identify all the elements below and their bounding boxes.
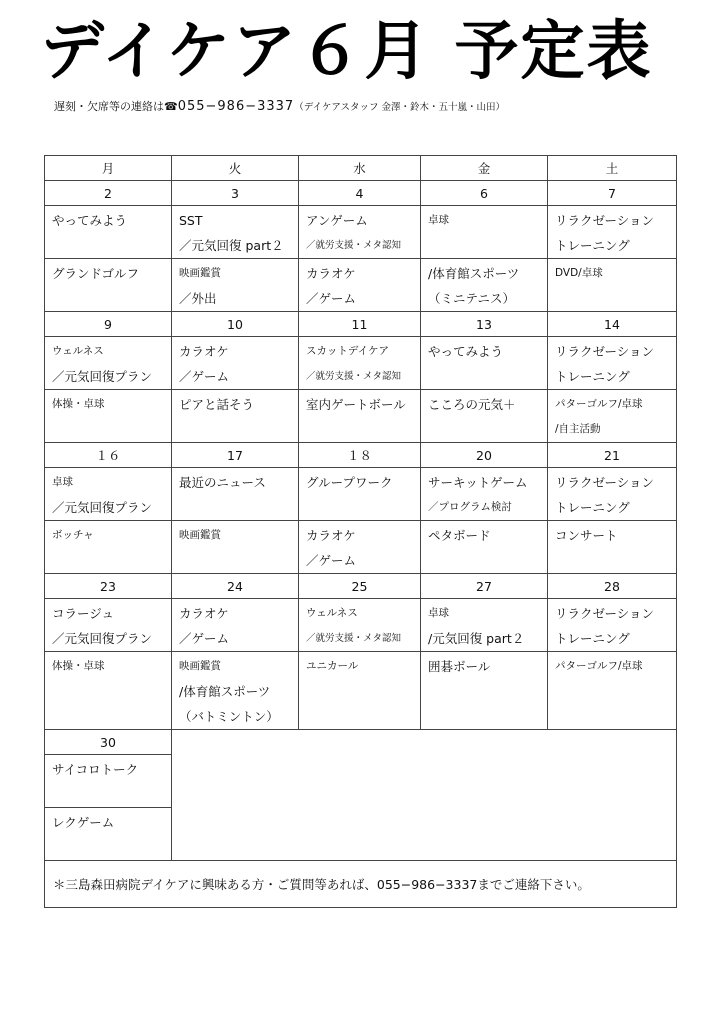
pm-activity-cell	[548, 521, 677, 574]
pm-activity-row	[45, 259, 677, 312]
activity-line: カラオケ	[306, 266, 356, 281]
activity-line: トレーニング	[555, 238, 630, 253]
activity-line: リラクゼーション	[555, 475, 655, 490]
activity-line: ピアと話そう	[179, 397, 255, 412]
am-activity-cell	[45, 206, 172, 259]
am-activity-cell	[45, 468, 172, 521]
date-cell: 13	[421, 312, 548, 337]
am-activity-cell	[45, 755, 172, 808]
activity-line: グランドゴルフ	[52, 266, 140, 281]
am-activity-cell	[421, 599, 548, 652]
am-activity-cell	[299, 468, 421, 521]
activity-line: （バトミントン）	[179, 709, 279, 724]
am-activity-cell	[45, 337, 172, 390]
am-activity-cell	[45, 599, 172, 652]
date-cell: 23	[45, 574, 172, 599]
am-activity-cell	[172, 337, 299, 390]
activity-line	[428, 679, 541, 704]
weekday-header: 火	[172, 156, 299, 181]
activity-line	[555, 286, 670, 311]
activity-line: ／ゲーム	[179, 369, 230, 384]
activity-line: SST	[179, 213, 203, 228]
activity-line: 体操・卓球	[52, 660, 105, 672]
activity-line: スカットデイケア	[306, 345, 389, 357]
activity-line	[179, 417, 292, 442]
activity-line: リラクゼーション	[555, 213, 655, 228]
activity-line: リラクゼーション	[555, 344, 655, 359]
pm-activity-cell	[548, 259, 677, 312]
activity-line	[179, 548, 292, 573]
activity-line: 最近のニュース	[179, 475, 266, 490]
pm-activity-cell	[299, 521, 421, 574]
activity-line: ／ゲーム	[179, 631, 230, 646]
activity-line: ／元気回復プラン	[52, 500, 153, 515]
pm-activity-cell	[421, 390, 548, 443]
activity-line: トレーニング	[555, 369, 630, 384]
activity-line: ／ゲーム	[306, 291, 357, 306]
am-activity-cell	[299, 206, 421, 259]
activity-line: ／就労支援・メタ認知	[306, 240, 402, 251]
activity-line: リラクゼーション	[555, 606, 655, 621]
activity-line: /自主活動	[555, 423, 601, 435]
weekday-header: 金	[421, 156, 548, 181]
pm-activity-cell	[45, 808, 172, 861]
pm-activity-cell	[421, 259, 548, 312]
pm-activity-cell	[172, 521, 299, 574]
activity-line: やってみよう	[52, 213, 128, 228]
footer-row	[45, 861, 677, 908]
contact-prefix: 遅刻・欠席等の連絡は☎	[54, 100, 178, 113]
am-activity-cell	[421, 468, 548, 521]
pm-activity-cell	[421, 521, 548, 574]
activity-line: カラオケ	[306, 528, 356, 543]
activity-line: 卓球	[428, 607, 449, 619]
pm-activity-cell	[45, 652, 172, 730]
activity-line: こころの元気＋	[428, 397, 516, 412]
activity-line: トレーニング	[555, 631, 630, 646]
activity-line: （ミニテニス）	[428, 291, 516, 306]
pm-activity-row	[45, 652, 677, 730]
activity-line	[428, 417, 541, 442]
date-row	[45, 312, 677, 337]
activity-line	[306, 495, 414, 520]
activity-line: アンゲーム	[306, 213, 368, 228]
date-row	[45, 443, 677, 468]
date-cell: 4	[299, 181, 421, 206]
date-row	[45, 181, 677, 206]
activity-line: ／プログラム検討	[428, 501, 512, 513]
date-cell: 6	[421, 181, 548, 206]
date-cell: 27	[421, 574, 548, 599]
am-activity-cell	[172, 468, 299, 521]
am-activity-cell	[548, 468, 677, 521]
activity-line	[52, 233, 165, 258]
weekday-header: 水	[299, 156, 421, 181]
date-cell: 20	[421, 443, 548, 468]
pm-activity-cell	[299, 259, 421, 312]
activity-line: コンサート	[555, 528, 618, 543]
activity-line: やってみよう	[428, 344, 504, 359]
date-cell: 30	[45, 730, 172, 755]
am-activity-row	[45, 337, 677, 390]
activity-line	[52, 286, 165, 311]
activity-line	[428, 233, 541, 258]
date-cell: 10	[172, 312, 299, 337]
pm-activity-cell	[299, 652, 421, 730]
activity-line: カラオケ	[179, 606, 229, 621]
activity-line: ／元気回復プラン	[52, 631, 153, 646]
activity-line: ウェルネス	[306, 607, 358, 619]
date-cell: 2	[45, 181, 172, 206]
activity-line: ／元気回復 part２	[179, 238, 284, 253]
activity-line	[52, 417, 165, 442]
weekday-header: 月	[45, 156, 172, 181]
activity-line: サイコロトーク	[52, 762, 139, 777]
activity-line	[179, 495, 292, 520]
activity-line: 卓球	[428, 214, 449, 226]
date-row	[45, 730, 677, 755]
activity-line	[306, 679, 414, 704]
am-activity-cell	[299, 599, 421, 652]
activity-line: グループワーク	[306, 475, 393, 490]
activity-line: 卓球	[52, 476, 73, 488]
am-activity-cell	[172, 599, 299, 652]
activity-line	[428, 548, 541, 573]
activity-line: ／就労支援・メタ認知	[306, 633, 402, 644]
contact-staff: （デイケアスタッフ 金澤・鈴木・五十嵐・山田）	[294, 102, 505, 113]
pm-activity-cell	[172, 652, 299, 730]
pm-activity-row	[45, 521, 677, 574]
activity-line	[555, 679, 670, 704]
am-activity-row	[45, 599, 677, 652]
weekday-header: 土	[548, 156, 677, 181]
am-activity-cell	[421, 206, 548, 259]
activity-line: ／就労支援・メタ認知	[306, 371, 402, 382]
date-cell: １８	[299, 443, 421, 468]
contact-line	[54, 98, 505, 114]
activity-line	[52, 548, 165, 573]
activity-line: ペタボード	[428, 528, 491, 543]
am-activity-cell	[172, 206, 299, 259]
activity-line: 映画鑑賞	[179, 529, 221, 541]
activity-line: パターゴルフ/卓球	[555, 660, 643, 672]
activity-line: 映画鑑賞	[179, 267, 221, 279]
activity-line: ボッチャ	[52, 529, 94, 541]
activity-line	[52, 679, 165, 704]
activity-line: ユニカール	[306, 660, 359, 672]
date-cell: 17	[172, 443, 299, 468]
pm-activity-cell	[421, 652, 548, 730]
activity-line: トレーニング	[555, 500, 630, 515]
schedule-table	[44, 155, 677, 908]
pm-activity-cell	[548, 390, 677, 443]
date-cell: 11	[299, 312, 421, 337]
footer-note: ＊三島森田病院デイケアに興味ある方・ご質問等あれば、055−986−3337までご連絡下さい。	[45, 861, 677, 908]
activity-line: DVD/卓球	[555, 267, 603, 279]
activity-line: /体育館スポーツ	[179, 684, 271, 699]
date-cell: 7	[548, 181, 677, 206]
activity-line: ／元気回復プラン	[52, 369, 153, 384]
date-cell: １６	[45, 443, 172, 468]
pm-activity-cell	[45, 521, 172, 574]
am-activity-row	[45, 206, 677, 259]
activity-line	[306, 417, 414, 442]
page-title: デイケア６月 予定表	[40, 15, 653, 89]
activity-line: ウェルネス	[52, 345, 104, 357]
activity-line: パターゴルフ/卓球	[555, 398, 643, 410]
date-cell: 9	[45, 312, 172, 337]
am-activity-cell	[421, 337, 548, 390]
activity-line: 映画鑑賞	[179, 660, 221, 672]
weekday-header-row	[45, 156, 677, 181]
activity-line: /体育館スポーツ	[428, 266, 520, 281]
activity-line	[555, 548, 670, 573]
am-activity-row	[45, 468, 677, 521]
activity-line: 体操・卓球	[52, 398, 105, 410]
activity-line	[428, 364, 541, 389]
activity-line: カラオケ	[179, 344, 229, 359]
activity-line: ／ゲーム	[306, 553, 357, 568]
am-activity-cell	[548, 206, 677, 259]
pm-activity-cell	[299, 390, 421, 443]
activity-line: ／外出	[179, 291, 217, 306]
date-cell: 21	[548, 443, 677, 468]
am-activity-cell	[548, 599, 677, 652]
date-cell: 14	[548, 312, 677, 337]
activity-line: 室内ゲートボール	[306, 397, 406, 412]
date-cell: 25	[299, 574, 421, 599]
am-activity-cell	[548, 337, 677, 390]
pm-activity-cell	[548, 652, 677, 730]
empty-area	[172, 730, 677, 861]
pm-activity-cell	[45, 259, 172, 312]
activity-line: コラージュ	[52, 606, 115, 621]
pm-activity-row	[45, 390, 677, 443]
activity-line: 囲碁ボール	[428, 659, 491, 674]
activity-line: サーキットゲーム	[428, 475, 528, 490]
pm-activity-cell	[45, 390, 172, 443]
activity-line: レクゲーム	[52, 815, 115, 830]
activity-line: /元気回復 part２	[428, 631, 525, 646]
pm-activity-cell	[172, 259, 299, 312]
contact-phone: 055−986−3337	[177, 99, 295, 114]
date-cell: 3	[172, 181, 299, 206]
date-row	[45, 574, 677, 599]
pm-activity-cell	[172, 390, 299, 443]
date-cell: 28	[548, 574, 677, 599]
am-activity-cell	[299, 337, 421, 390]
date-cell: 24	[172, 574, 299, 599]
